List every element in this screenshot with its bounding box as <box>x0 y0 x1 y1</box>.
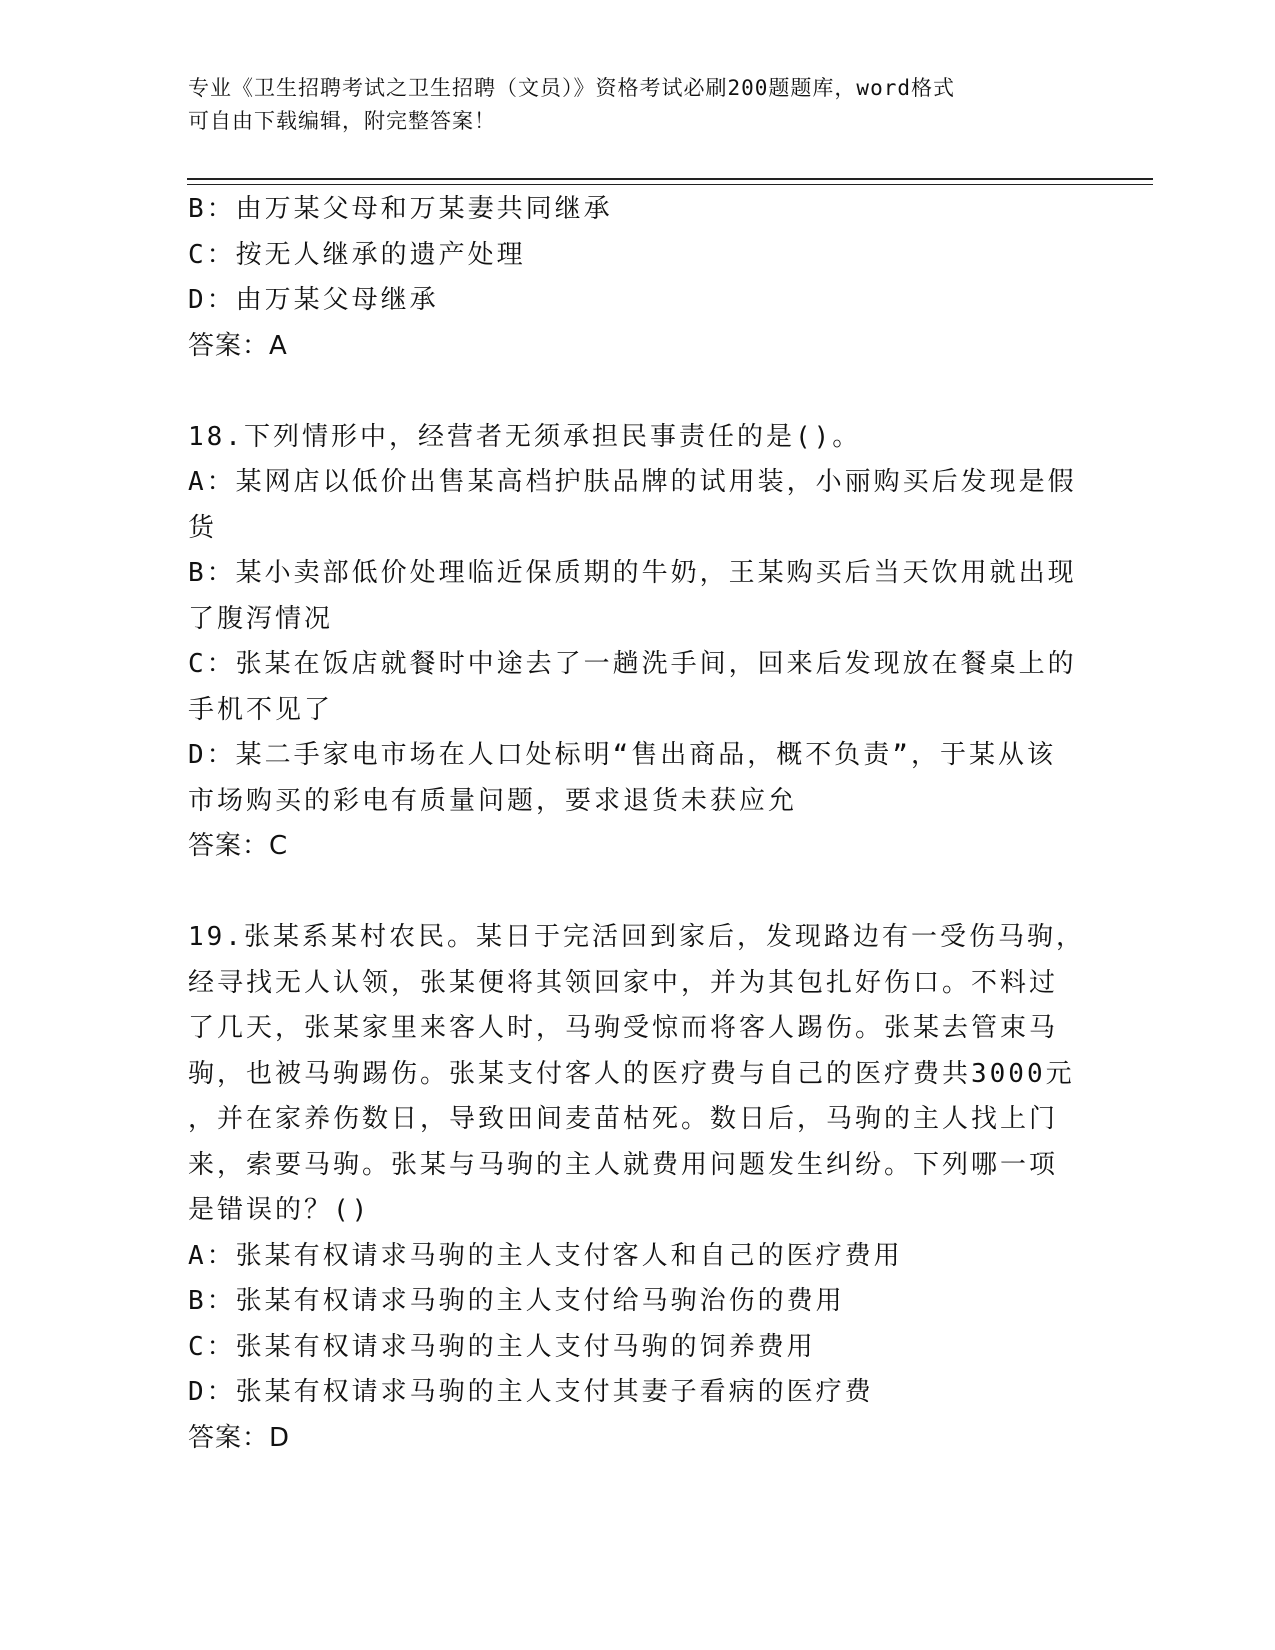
q17-option-c: C：按无人继承的遗产处理 <box>188 239 526 270</box>
q18-option-d-line-1: D：某二手家电市场在人口处标明“售出商品，概不负责”，于某从该 <box>188 740 1056 770</box>
q18-option-c-line-2: 手机不见了 <box>188 694 334 725</box>
header-divider-thin <box>187 184 1153 185</box>
q19-stem-line-7: 是错误的？() <box>188 1195 371 1225</box>
question-19 <box>188 915 1088 1461</box>
q18-option-b-line-2: 了腹泻情况 <box>188 603 334 634</box>
q19-answer: 答案：D <box>188 1422 291 1453</box>
header-divider-thick <box>187 178 1153 180</box>
header-title-line-1: 专业《卫生招聘考试之卫生招聘（文员）》资格考试必刷200题题库，word格式 <box>188 76 955 100</box>
q19-stem-line-2: 经寻找无人认领，张某便将其领回家中，并为其包扎好伤口。不料过 <box>188 967 1059 998</box>
q18-answer: 答案：C <box>188 831 289 861</box>
q17-option-d: D：由万某父母继承 <box>188 285 439 315</box>
q17-option-b: B：由万某父母和万某妻共同继承 <box>188 194 613 224</box>
q19-option-a: A：张某有权请求马驹的主人支付客人和自己的医疗费用 <box>188 1240 903 1271</box>
page-header <box>188 72 1068 138</box>
q19-stem-line-6: 来，索要马驹。张某与马驹的主人就费用问题发生纠纷。下列哪一项 <box>188 1149 1059 1180</box>
q19-option-c: C：张某有权请求马驹的主人支付马驹的饲养费用 <box>188 1331 816 1362</box>
spacer <box>188 870 1088 916</box>
q18-option-b-line-1: B：某小卖部低价处理临近保质期的牛奶，王某购买后当天饮用就出现 <box>188 558 1077 588</box>
question-17-tail <box>188 187 1088 369</box>
q18-option-a-line-1: A：某网店以低价出售某高档护肤品牌的试用装，小丽购买后发现是假 <box>188 467 1077 497</box>
q19-option-d: D：张某有权请求马驹的主人支付其妻子看病的医疗费 <box>188 1377 874 1407</box>
q19-stem-line-1: 19.张某系某村农民。某日于完活回到家后，发现路边有一受伤马驹， <box>188 922 1085 952</box>
document-body <box>188 187 1088 1461</box>
q19-stem-line-4: 驹，也被马驹踢伤。张某支付客人的医疗费与自己的医疗费共3000元 <box>188 1058 1075 1089</box>
q19-stem-line-5: ，并在家养伤数日，导致田间麦苗枯死。数日后，马驹的主人找上门 <box>188 1104 1059 1134</box>
q19-stem-line-3: 了几天，张某家里来客人时，马驹受惊而将客人踢伤。张某去管束马 <box>188 1013 1059 1043</box>
q18-stem: 18.下列情形中，经营者无须承担民事责任的是()。 <box>188 421 862 452</box>
q19-option-b: B：张某有权请求马驹的主人支付给马驹治伤的费用 <box>188 1286 845 1316</box>
q18-option-c-line-1: C：张某在饭店就餐时中途去了一趟洗手间，回来后发现放在餐桌上的 <box>188 649 1077 679</box>
header-title-line-2: 可自由下载编辑，附完整答案！ <box>188 109 496 133</box>
spacer <box>188 369 1088 415</box>
q18-option-d-line-2: 市场购买的彩电有质量问题，要求退货未获应允 <box>188 785 798 816</box>
q17-answer: 答案：A <box>188 330 288 361</box>
question-18 <box>188 415 1088 870</box>
q18-option-a-line-2: 货 <box>188 512 218 543</box>
